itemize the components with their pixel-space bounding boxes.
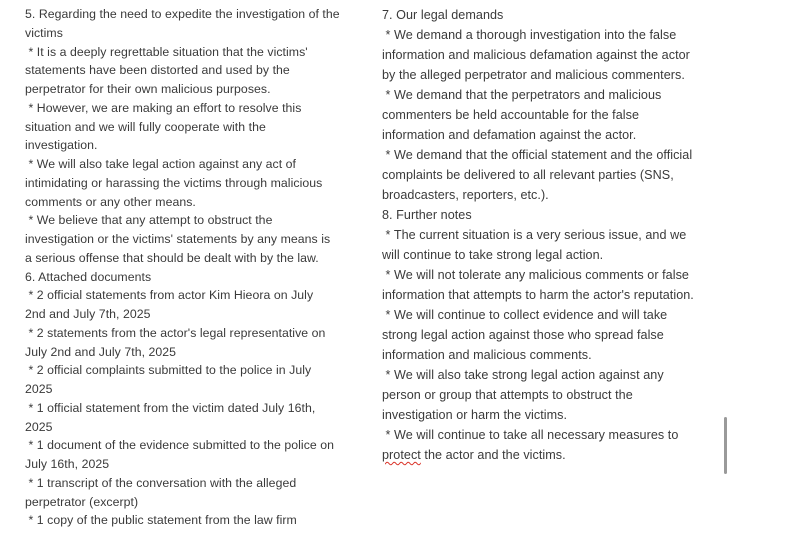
text-line: investigation. — [25, 138, 98, 153]
text-line: * 2 official complaints submitted to the police in July — [25, 363, 312, 378]
text-line: 2nd and July 7th, 2025 — [25, 307, 151, 321]
text-line: * 1 document of the evidence submitted to the police on — [25, 438, 335, 453]
text-line: 6. Attached documents — [25, 269, 152, 284]
misspelled-word[interactable]: protect — [382, 448, 421, 462]
text-line — [382, 445, 722, 465]
text-line: 5. Regarding the need to expedite the investigation of the — [25, 7, 340, 21]
text-line: perpetrator for their own malicious purposes. — [25, 82, 271, 96]
text-line: * 1 transcript of the conversation with the alleged — [25, 475, 297, 490]
text-line: 2025 — [25, 382, 53, 396]
text-line: July 2nd and July 7th, 2025 — [25, 344, 177, 359]
text-line: by the alleged perpetrator and malicious commenters. — [382, 68, 685, 82]
document-column-right — [382, 5, 722, 465]
text-line: July 16th, 2025 — [25, 457, 110, 471]
text-line: perpetrator (excerpt) — [25, 494, 139, 509]
text-line: broadcasters, reporters, etc.). — [382, 188, 549, 202]
text-line: 2025 — [25, 419, 53, 434]
text-line: complaints be delivered to all relevant parties (SNS, — [382, 168, 674, 182]
text-line: * We demand that the perpetrators and malicious — [382, 88, 662, 102]
text-line: * 1 official statement from the victim dated July 16th, — [25, 400, 316, 415]
text-line: person or group that attempts to obstruct the — [382, 388, 633, 402]
text-line: information and defamation against the actor. — [382, 128, 637, 142]
vertical-scrollbar[interactable] — [724, 417, 727, 474]
text-line: * We will continue to collect evidence and will take — [382, 308, 668, 322]
text-line: a serious offense that should be dealt with by the law. — [25, 250, 319, 265]
text-line: information and malicious comments. — [382, 348, 592, 362]
text-line: * 1 copy of the public statement from the law firm — [25, 513, 297, 528]
text-line: * 2 official statements from actor Kim Hieora on July — [25, 288, 314, 303]
text-line: * We demand a thorough investigation into the false — [382, 28, 677, 42]
text-line: * We will also take legal action against any act of — [25, 157, 296, 171]
text-line: comments or any other means. — [25, 194, 196, 209]
text-line: 7. Our legal demands — [382, 8, 504, 22]
text-line: * It is a deeply regrettable situation that the victims' — [25, 44, 308, 59]
text-line: statements have been distorted and used by the — [25, 63, 290, 78]
text-line: investigation or the victims' statements by any means is — [25, 232, 331, 246]
text-line: * We demand that the official statement and the official — [382, 148, 693, 162]
text-line: information that attempts to harm the actor's reputation. — [382, 288, 694, 302]
text-line: * 2 statements from the actor's legal representative on — [25, 325, 326, 340]
text-line: 8. Further notes — [382, 208, 472, 222]
text-line: * We will not tolerate any malicious comments or false — [382, 268, 689, 282]
text-line: * We believe that any attempt to obstruct the — [25, 213, 273, 228]
text-line: intimidating or harassing the victims through malicious — [25, 175, 323, 190]
text-line: * However, we are making an effort to resolve this — [25, 100, 302, 115]
text-line: commenters be held accountable for the false — [382, 108, 640, 122]
text-line: * We will also take strong legal action against any — [382, 368, 664, 382]
text-line-rest: the actor and the victims. — [420, 448, 566, 462]
text-line: * We will continue to take all necessary measures to — [382, 428, 679, 442]
document-column-left — [25, 5, 355, 530]
text-line: will continue to take strong legal action. — [382, 248, 604, 262]
text-line: situation and we will fully cooperate with the — [25, 119, 266, 134]
text-line: investigation or harm the victims. — [382, 408, 568, 422]
text-line: * The current situation is a very serious issue, and we — [382, 228, 687, 242]
text-line: strong legal action against those who spread false — [382, 328, 664, 342]
text-line: victims — [25, 25, 63, 40]
text-line: information and malicious defamation against the actor — [382, 48, 690, 62]
